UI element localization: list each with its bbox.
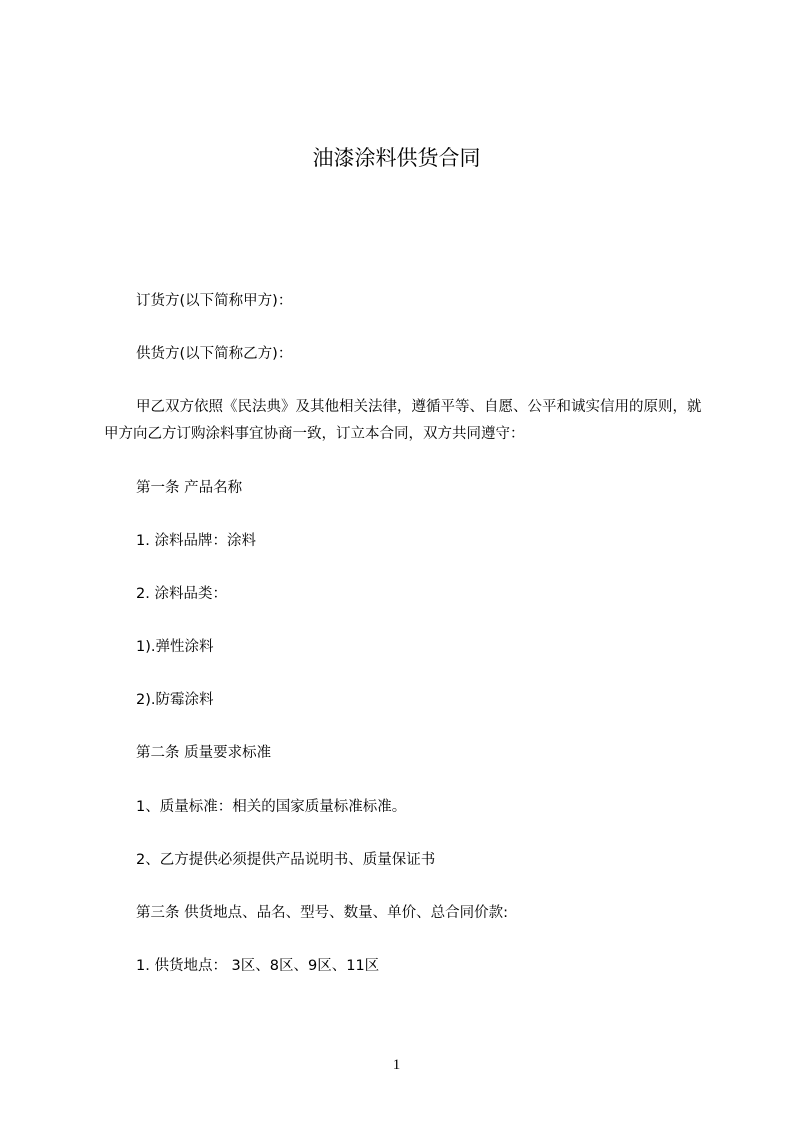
- supplier-line: 供货方(以下简称乙方)：: [136, 346, 293, 362]
- article-1-heading: 第一条 产品名称: [136, 480, 243, 496]
- preamble-paragraph: 甲乙双方依照《民法典》及其他相关法律，遵循平等、自愿、公平和诚实信用的原则，就甲方向乙方订购涂料事宜协商一致，订立本合同，双方共同遵守：: [104, 399, 702, 442]
- article-1-subitem: 1).弹性涂料: [136, 639, 214, 655]
- buyer-line: 订货方(以下简称甲方)：: [136, 293, 293, 309]
- article-3-item: 1. 供货地点： 3区、8区、9区、11区: [136, 958, 380, 974]
- article-2-item: 2、乙方提供必须提供产品说明书、质量保证书: [136, 852, 436, 868]
- article-2-heading: 第二条 质量要求标准: [136, 745, 272, 761]
- article-1-subitem: 2).防霉涂料: [136, 692, 214, 708]
- article-3-heading: 第三条 供货地点、品名、型号、数量、单价、总合同价款:: [136, 905, 508, 921]
- page-number: 1: [392, 1057, 401, 1073]
- document-title: 油漆涂料供货合同: [312, 146, 481, 170]
- article-1-item: 1. 涂料品牌：涂料: [136, 533, 256, 549]
- article-1-item: 2. 涂料品类：: [136, 586, 227, 602]
- article-2-item: 1、质量标准：相关的国家质量标准标准。: [136, 799, 407, 815]
